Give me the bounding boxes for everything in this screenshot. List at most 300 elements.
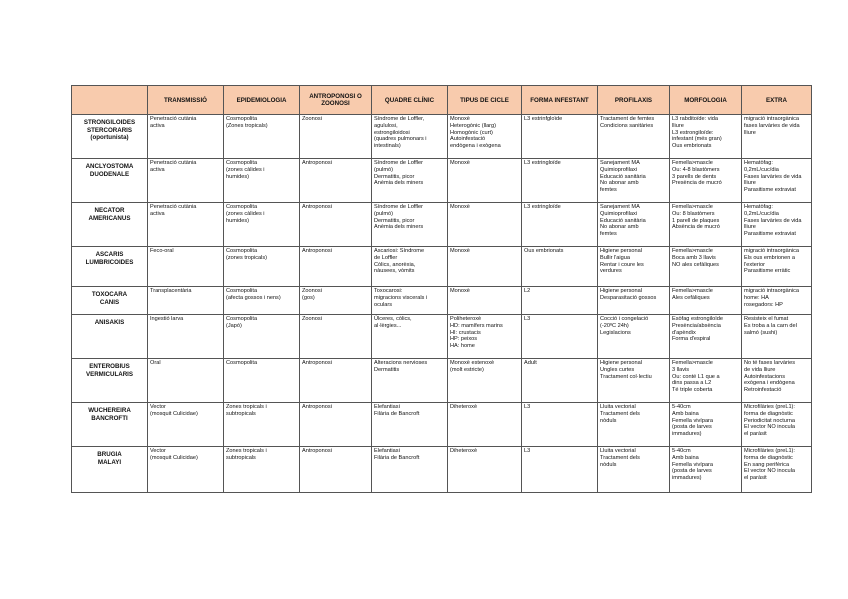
table-cell bbox=[598, 359, 670, 403]
cell-line: humides) bbox=[226, 173, 250, 180]
cell-line: HP: peixos bbox=[450, 336, 478, 343]
cell-line: subtropicals bbox=[226, 410, 256, 417]
cell-line: nòduls bbox=[600, 417, 617, 424]
table-cell bbox=[300, 315, 372, 359]
cell-line: al·lèrgies... bbox=[374, 322, 402, 329]
species-name-line: ASCARIS bbox=[95, 251, 124, 258]
table-cell bbox=[522, 115, 598, 159]
table-cell bbox=[224, 403, 300, 447]
table-row bbox=[72, 203, 812, 247]
cell-line: Amb baina bbox=[672, 454, 699, 461]
species-name-line: TOXOCARA bbox=[91, 291, 128, 298]
cell-line: No abonar amb bbox=[600, 180, 639, 187]
species-name-line: ANCLYOSTOMA bbox=[85, 163, 134, 170]
header-cell: EXTRA bbox=[742, 86, 812, 115]
cell-line: L3 estringloïde bbox=[524, 160, 561, 166]
header-cell: ANTROPONOSI O ZOONOSI bbox=[300, 86, 372, 115]
cell-line: Alteracions nervioses bbox=[374, 360, 428, 366]
cell-line: estrongiloidosi bbox=[374, 129, 410, 136]
cell-line: Dermatitis, picor bbox=[374, 173, 415, 180]
table-cell bbox=[224, 447, 300, 493]
header-cell: MORFOLOGIA bbox=[670, 86, 742, 115]
table-cell bbox=[522, 247, 598, 287]
species-name-line: VERMICULARIS bbox=[85, 370, 134, 378]
table-cell bbox=[372, 159, 448, 203]
cell-line: Homogònic (curt) bbox=[450, 129, 493, 136]
species-name-cell bbox=[72, 403, 148, 447]
cell-line: rosegadors: HP bbox=[744, 301, 783, 308]
table-cell bbox=[448, 315, 522, 359]
cell-line: HD: mamífers marins bbox=[450, 322, 503, 329]
table-cell bbox=[598, 403, 670, 447]
cell-line: Dermatitis, picor bbox=[374, 217, 415, 224]
species-name-cell bbox=[72, 359, 148, 403]
cell-line: Heterogònic (llarg) bbox=[450, 122, 497, 129]
cell-line: migració intraorgànica bbox=[744, 248, 800, 254]
species-name-line: STERCORARIS bbox=[86, 126, 133, 134]
table-cell bbox=[742, 247, 812, 287]
cell-line: Monoxè bbox=[450, 204, 470, 210]
cell-line: Anèmia dels miners bbox=[374, 180, 424, 187]
cell-line: Transplacentària bbox=[150, 288, 192, 294]
table-cell bbox=[148, 359, 224, 403]
table-cell bbox=[742, 287, 812, 315]
cell-line: Úlceres, còlics, bbox=[374, 316, 412, 322]
cell-line: Té triple coberta bbox=[672, 387, 713, 394]
cell-line: Femella vivípara bbox=[672, 417, 714, 424]
cell-line: 5-40cm bbox=[672, 448, 691, 454]
cell-line: (quadres pulmonars i bbox=[374, 136, 427, 143]
table-cell bbox=[372, 315, 448, 359]
cell-line: Boca amb 3 llavis bbox=[672, 254, 716, 261]
cell-line: Resisteix el fumat bbox=[744, 316, 789, 322]
table-cell bbox=[742, 403, 812, 447]
cell-line: nòduls bbox=[600, 461, 617, 468]
cell-line: el paràsit bbox=[744, 431, 767, 438]
table-cell bbox=[742, 447, 812, 493]
cell-line: Toxocarosi: bbox=[374, 288, 403, 294]
species-name-line: STRONGILOIDES bbox=[83, 119, 136, 126]
table-cell bbox=[598, 115, 670, 159]
cell-line: activa bbox=[150, 210, 165, 217]
cell-line: Els ous embrionen a bbox=[744, 254, 795, 261]
table-cell bbox=[300, 447, 372, 493]
cell-line: (zones tropicals) bbox=[226, 254, 268, 261]
table-cell bbox=[670, 403, 742, 447]
cell-line: Forma d'espiral bbox=[672, 336, 711, 343]
cell-line: nàusees, vòmits bbox=[374, 268, 415, 275]
table-cell bbox=[448, 115, 522, 159]
cell-line: (mosquit Culicidae) bbox=[150, 410, 198, 417]
header-row bbox=[72, 86, 812, 115]
cell-line: Parasitisme extraviat bbox=[744, 231, 796, 238]
cell-line: Femella vivípara bbox=[672, 461, 714, 468]
table-cell bbox=[598, 247, 670, 287]
species-name-cell bbox=[72, 159, 148, 203]
cell-line: Adult bbox=[524, 360, 537, 366]
table-cell bbox=[742, 115, 812, 159]
cell-line: Presència de mucró bbox=[672, 180, 722, 187]
cell-line: Higiene personal bbox=[600, 360, 642, 366]
table-cell bbox=[598, 159, 670, 203]
cell-line: Antroponosi bbox=[302, 404, 332, 410]
table-cell bbox=[670, 159, 742, 203]
cell-line: 0,2mL/cuc/dia bbox=[744, 166, 779, 173]
cell-line: (zones càlides i bbox=[226, 210, 265, 217]
cell-line: Absència de mucró bbox=[672, 224, 720, 231]
cell-line: HA: home bbox=[450, 343, 475, 350]
species-name-line: ANISAKIS bbox=[94, 319, 125, 326]
cell-line: Antroponosi bbox=[302, 248, 332, 254]
table-cell bbox=[148, 159, 224, 203]
cell-line: Cosmopolita bbox=[226, 204, 258, 210]
table-cell bbox=[300, 247, 372, 287]
cell-line: Femella>mascle bbox=[672, 248, 713, 254]
cell-line: L3 estrongiloïde: bbox=[672, 129, 714, 136]
cell-line: Tractament col·lectiu bbox=[600, 373, 652, 380]
cell-line: Ous embrionats bbox=[524, 248, 564, 254]
cell-line: Ungles curtes bbox=[600, 366, 635, 373]
cell-line: Síndrome de Loffler, bbox=[374, 116, 425, 122]
cell-line: humides) bbox=[226, 217, 250, 224]
cell-line: Rentar i coure les bbox=[600, 261, 644, 268]
table-cell bbox=[372, 359, 448, 403]
cell-line: Cosmopolita bbox=[226, 360, 258, 366]
species-name-line: DUODENALE bbox=[89, 170, 130, 178]
header-cell-blank bbox=[72, 86, 148, 115]
table-cell bbox=[522, 447, 598, 493]
cell-line: Anèmia dels miners bbox=[374, 224, 424, 231]
species-name-line: MALAYI bbox=[97, 458, 122, 466]
table-cell bbox=[224, 159, 300, 203]
cell-line: (mosquit Culicidae) bbox=[150, 454, 198, 461]
cell-line: endògena i exògena bbox=[450, 143, 501, 150]
table-row bbox=[72, 315, 812, 359]
cell-line: Hematòfag: bbox=[744, 204, 773, 210]
cell-line: Antroponosi bbox=[302, 204, 332, 210]
cell-line: l'exterior bbox=[744, 261, 765, 268]
table-cell bbox=[598, 315, 670, 359]
table-row bbox=[72, 159, 812, 203]
table-cell bbox=[598, 287, 670, 315]
cell-line: Ingestió larva bbox=[150, 316, 184, 322]
cell-line: Penetració cutània bbox=[150, 116, 197, 122]
species-name-line: CANIS bbox=[99, 298, 120, 306]
cell-line: Antroponosi bbox=[302, 360, 332, 366]
table-cell bbox=[448, 287, 522, 315]
species-name-line: WUCHEREIRA bbox=[88, 407, 131, 414]
table-cell bbox=[522, 315, 598, 359]
cell-line: 5-40cm bbox=[672, 404, 691, 410]
species-name-cell bbox=[72, 247, 148, 287]
table-cell bbox=[670, 447, 742, 493]
cell-line: Vector bbox=[150, 404, 166, 410]
cell-line: Monoxè bbox=[450, 116, 470, 122]
table-cell bbox=[372, 403, 448, 447]
cell-line: (molt estricte) bbox=[450, 366, 484, 373]
table-cell bbox=[598, 447, 670, 493]
cell-line: (pulmó) bbox=[374, 210, 393, 217]
table-cell bbox=[372, 115, 448, 159]
species-name-line: (oportunista) bbox=[90, 134, 129, 142]
cell-line: NO ales cefàliques bbox=[672, 261, 719, 268]
cell-line: exògena i endògena bbox=[744, 380, 795, 387]
cell-line: (afecta gossos i nens) bbox=[226, 294, 281, 301]
species-name-line: AMERICANUS bbox=[88, 214, 131, 222]
cell-line: L3 estringloïde bbox=[524, 204, 561, 210]
cell-line: 1 parell de plaques bbox=[672, 217, 720, 224]
species-name-line: NECATOR bbox=[94, 207, 125, 214]
cell-line: Antroponosi bbox=[302, 160, 332, 166]
table-cell bbox=[300, 403, 372, 447]
cell-line: Educació sanitària bbox=[600, 217, 646, 224]
table-row bbox=[72, 403, 812, 447]
table-cell bbox=[670, 115, 742, 159]
cell-line: Zoonosi bbox=[302, 116, 322, 122]
table-cell bbox=[522, 403, 598, 447]
species-name-cell bbox=[72, 115, 148, 159]
table-cell bbox=[670, 359, 742, 403]
cell-line: Tractament dels bbox=[600, 410, 640, 417]
cell-line: Quimioprofilaxi bbox=[600, 210, 637, 217]
cell-line: HI: crustacis bbox=[450, 329, 481, 336]
cell-line: Tractament dels bbox=[600, 454, 640, 461]
cell-line: fases larvàries de vida bbox=[744, 122, 800, 129]
cell-line: (Japó) bbox=[226, 322, 242, 329]
cell-line: agululosi, bbox=[374, 122, 398, 129]
cell-line: infestant (més gran) bbox=[672, 136, 722, 143]
cell-line: femtes bbox=[600, 231, 617, 238]
table-cell bbox=[224, 203, 300, 247]
table-cell bbox=[522, 203, 598, 247]
cell-line: Elefantiasi bbox=[374, 404, 400, 410]
cell-line: Tractament de femtes bbox=[600, 116, 655, 122]
cell-line: el paràsit bbox=[744, 475, 767, 482]
table-cell bbox=[522, 359, 598, 403]
table-cell bbox=[224, 359, 300, 403]
cell-line: Educació sanitària bbox=[600, 173, 646, 180]
cell-line: Es troba a la carn del bbox=[744, 322, 797, 329]
cell-line: de vida lliure bbox=[744, 366, 776, 373]
cell-line: dins passa a L2 bbox=[672, 380, 712, 387]
cell-line: (-20ºC 24h) bbox=[600, 322, 629, 329]
cell-line: (gos) bbox=[302, 294, 315, 301]
cell-line: (zones càlides i bbox=[226, 166, 265, 173]
table-cell bbox=[224, 115, 300, 159]
cell-line: L3 bbox=[524, 448, 531, 454]
cell-line: lliure bbox=[744, 180, 756, 187]
cell-line: Diheteroxè bbox=[450, 448, 478, 454]
cell-line: Diheteroxè bbox=[450, 404, 478, 410]
species-name-line: LUMBRICOIDES bbox=[85, 258, 134, 266]
header-cell: QUADRE CLÍNIC bbox=[372, 86, 448, 115]
cell-line: activa bbox=[150, 166, 165, 173]
table-row bbox=[72, 287, 812, 315]
table-cell bbox=[300, 159, 372, 203]
table-cell bbox=[148, 287, 224, 315]
cell-line: Higiene personal bbox=[600, 248, 642, 254]
cell-line: Monoxè bbox=[450, 160, 470, 166]
cell-line: L2 bbox=[524, 288, 531, 294]
cell-line: Autoinfestació bbox=[450, 136, 486, 143]
cell-line: Sanejament MA bbox=[600, 160, 640, 166]
table-cell bbox=[448, 447, 522, 493]
cell-line: Cosmopolita bbox=[226, 288, 258, 294]
header-cell: EPIDEMIOLOGIA bbox=[224, 86, 300, 115]
table-cell bbox=[300, 203, 372, 247]
cell-line: Legislacions bbox=[600, 329, 631, 336]
header-cell: TRANSMISSIÓ bbox=[148, 86, 224, 115]
cell-line: Ou: 4-8 blastòmers bbox=[672, 166, 720, 173]
cell-line: 3 parells de dents bbox=[672, 173, 717, 180]
cell-line: Penetració cutània bbox=[150, 204, 197, 210]
cell-line: Femella>mascle bbox=[672, 288, 713, 294]
table-cell bbox=[224, 247, 300, 287]
cell-line: Ou: conté L1 que a bbox=[672, 373, 720, 380]
cell-line: home: HA bbox=[744, 294, 769, 301]
table-cell bbox=[670, 315, 742, 359]
table-cell bbox=[224, 287, 300, 315]
cell-line: migració intraorgànica bbox=[744, 288, 800, 294]
cell-line: L3 bbox=[524, 404, 531, 410]
cell-line: Oral bbox=[150, 360, 161, 366]
table-cell bbox=[300, 359, 372, 403]
species-name-cell bbox=[72, 203, 148, 247]
cell-line: d'apèndix bbox=[672, 329, 696, 336]
cell-line: Presència/absència bbox=[672, 322, 721, 329]
cell-line: Periodicitat nocturna bbox=[744, 417, 795, 424]
cell-line: No té fases larvàries bbox=[744, 360, 795, 366]
table-cell bbox=[372, 247, 448, 287]
cell-line: Zoonosi bbox=[302, 316, 322, 322]
table-header bbox=[72, 86, 812, 115]
cell-line: Condicions sanitàries bbox=[600, 122, 654, 129]
table-cell bbox=[148, 203, 224, 247]
cell-line: Retroinfestació bbox=[744, 387, 782, 394]
table-cell bbox=[148, 447, 224, 493]
cell-line: Fases larvàries de vida bbox=[744, 217, 802, 224]
table-cell bbox=[148, 403, 224, 447]
table-cell bbox=[670, 247, 742, 287]
table-cell bbox=[522, 287, 598, 315]
table-cell bbox=[372, 287, 448, 315]
table-cell bbox=[598, 203, 670, 247]
cell-line: Penetració cutània bbox=[150, 160, 197, 166]
cell-line: immadures) bbox=[672, 475, 702, 482]
table-row bbox=[72, 247, 812, 287]
cell-line: salmó (sushi) bbox=[744, 329, 778, 336]
parasites-table bbox=[71, 85, 812, 493]
table-cell bbox=[448, 159, 522, 203]
table-body bbox=[72, 115, 812, 493]
cell-line: subtropicals bbox=[226, 454, 256, 461]
cell-line: Microfilàries (preL1): bbox=[744, 448, 795, 454]
cell-line: Fases larvàries de vida bbox=[744, 173, 802, 180]
cell-line: Síndrome de Loffler bbox=[374, 204, 424, 210]
cell-line: L3 estrinfgloïde bbox=[524, 116, 563, 122]
cell-line: Antroponosi bbox=[302, 448, 332, 454]
cell-line: Zones tropicals i bbox=[226, 404, 267, 410]
cell-line: El vector NO inocula bbox=[744, 424, 795, 431]
cell-line: lliure bbox=[672, 122, 684, 129]
table-cell bbox=[372, 447, 448, 493]
table-cell bbox=[300, 115, 372, 159]
cell-line: (pulmó) bbox=[374, 166, 393, 173]
cell-line: Parasitisme extraviat bbox=[744, 187, 796, 194]
cell-line: migració intraorgànica bbox=[744, 116, 800, 122]
species-name-cell bbox=[72, 287, 148, 315]
cell-line: Esòfag estrongiloïde bbox=[672, 316, 723, 322]
cell-line: forma de diagnòstic bbox=[744, 454, 793, 461]
cell-line: Lluita vectorial bbox=[600, 448, 636, 454]
cell-line: Femella>mascle bbox=[672, 204, 713, 210]
cell-line: (Zones tropicals) bbox=[226, 122, 268, 129]
table-cell bbox=[742, 359, 812, 403]
species-name-line: BRUGIA bbox=[97, 451, 122, 458]
cell-line: Ous embrionats bbox=[672, 143, 712, 150]
table-cell bbox=[148, 115, 224, 159]
cell-line: Feco-oral bbox=[150, 248, 174, 254]
cell-line: L3 bbox=[524, 316, 531, 322]
table-cell bbox=[448, 247, 522, 287]
table-cell bbox=[448, 403, 522, 447]
cell-line: Parasitisme erràtic bbox=[744, 268, 791, 275]
cell-line: Poliheteroxè bbox=[450, 316, 482, 322]
cell-line: de Loffler bbox=[374, 254, 398, 261]
cell-line: Bullir l'aigua bbox=[600, 254, 630, 261]
cell-line: forma de diagnòstic bbox=[744, 410, 793, 417]
cell-line: No abonar amb bbox=[600, 224, 639, 231]
table-cell bbox=[372, 203, 448, 247]
cell-line: (posta de larves bbox=[672, 424, 712, 431]
table-cell bbox=[148, 315, 224, 359]
cell-line: L3 rabditoïde: vida bbox=[672, 116, 719, 122]
cell-line: Filària de Bancroft bbox=[374, 454, 420, 461]
cell-line: (posta de larves bbox=[672, 468, 712, 475]
table-cell bbox=[742, 315, 812, 359]
species-name-line: BANCROFTI bbox=[91, 414, 128, 422]
cell-line: Cosmopolita bbox=[226, 116, 258, 122]
header-cell: PROFILAXIS bbox=[598, 86, 670, 115]
cell-line: immadures) bbox=[672, 431, 702, 438]
cell-line: 3 llavis bbox=[672, 366, 690, 373]
cell-line: Síndrome de Loffler bbox=[374, 160, 424, 166]
species-name-cell bbox=[72, 447, 148, 493]
table-cell bbox=[742, 203, 812, 247]
cell-line: lliure bbox=[744, 129, 756, 136]
table-cell bbox=[148, 247, 224, 287]
cell-line: Hematòfag: bbox=[744, 160, 773, 166]
cell-line: Dermatitis bbox=[374, 366, 400, 373]
cell-line: Elefantiasi bbox=[374, 448, 400, 454]
cell-line: Vector bbox=[150, 448, 166, 454]
table-cell bbox=[448, 359, 522, 403]
cell-line: Monoxè estenoxè bbox=[450, 360, 495, 366]
cell-line: Quimioprofilaxi bbox=[600, 166, 637, 173]
table-cell bbox=[224, 315, 300, 359]
species-name-cell bbox=[72, 315, 148, 359]
cell-line: Còlics, anorèxia, bbox=[374, 261, 416, 268]
cell-line: 0,2mL/cuc/dia bbox=[744, 210, 779, 217]
cell-line: lliure bbox=[744, 224, 756, 231]
cell-line: Zoonosi bbox=[302, 288, 322, 294]
cell-line: Cocció i congelació bbox=[600, 316, 649, 322]
cell-line: Cosmopolita bbox=[226, 316, 258, 322]
cell-line: Autoinfestacions bbox=[744, 373, 786, 380]
cell-line: Monoxè bbox=[450, 248, 470, 254]
cell-line: verdures bbox=[600, 268, 622, 275]
cell-line: migracions viscerals i bbox=[374, 294, 428, 301]
